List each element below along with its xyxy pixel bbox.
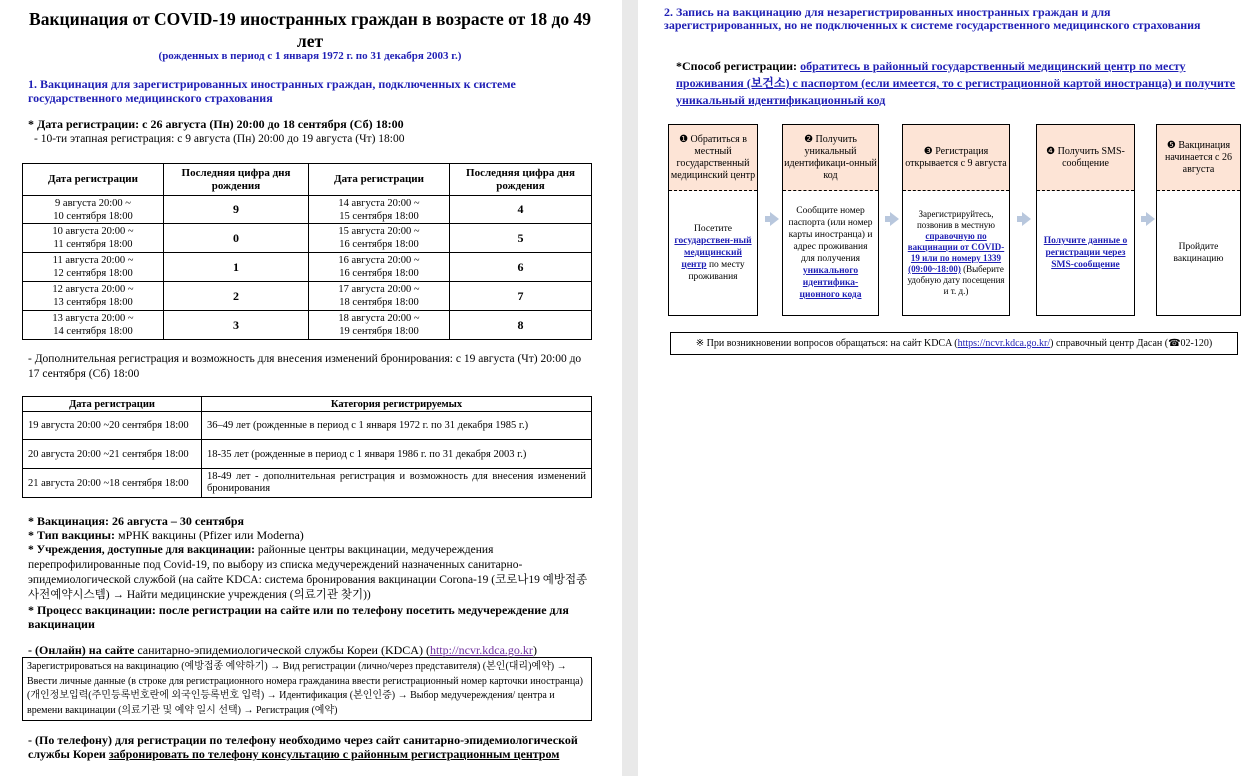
table-row: [23, 224, 592, 253]
table-cell: 16 августа 20:00 ~ 16 сентября 18:00: [309, 253, 450, 282]
page-subtitle: (рожденных в период с 1 января 1972 г. по 31 декабря 2003 г.): [158, 50, 462, 62]
table-row: [23, 469, 592, 498]
step-5-header: ❺ Вакцинация начинается с 26 августа: [1157, 125, 1240, 191]
registration-date-label: * Дата регистрации: с 26 августа (Пн) 20:00 до 18 сентября (Сб) 18:00: [28, 117, 404, 131]
table-header: Дата регистрации: [309, 164, 450, 196]
step-3-box: [902, 124, 1010, 316]
table-cell: 5: [450, 224, 592, 253]
registration-method-link: обратитесь в районный государственный медицинский центр по месту проживания (보건소) с паспортом (если имеется, то с регистрационной картой иностранца) и получите уникальный идентификационный код: [676, 59, 1236, 107]
table-cell: 0: [164, 224, 309, 253]
vaccination-institutions: * Учреждения, доступные для вакцинации: районные центры вакцинации, медучереждения перепрофилированные под Covid-19, по выбору из списка медучереждений назначенных санитарно-эпидемиологической службой (на сайте KDCA: система бронирования вакцинации Corona-19 (코로나19 예방접종 사전예약시스템) → Найти медицинские учреждения (의료기관 찾기)): [28, 544, 588, 601]
step-4-body: Получите данные о регистрации через SMS-сообщение: [1043, 236, 1128, 270]
table-cell: 10 августа 20:00 ~ 11 сентября 18:00: [23, 224, 164, 253]
section1-heading: 1. Вакцинация для зарегистрированных иностранных граждан, подключенных к системе государственного медицинского страхования: [28, 77, 516, 105]
table-row: [23, 196, 592, 224]
age-category-table: [22, 396, 592, 498]
table-cell: 19 августа 20:00 ~20 сентября 18:00: [23, 412, 202, 440]
document-page-2: [638, 0, 1252, 776]
arrow-right-icon: [770, 212, 779, 226]
step-2-box: [782, 124, 879, 316]
registration-method: *Способ регистрации: обратитесь в районный государственный медицинский центр по месту проживания (보건소) с паспортом (если имеется, то с регистрационной картой иностранца) и получите уникальный идентификационный код: [676, 59, 1236, 107]
table-cell: 13 августа 20:00 ~ 14 сентября 18:00: [23, 311, 164, 340]
step-4-box: [1036, 124, 1135, 316]
table-cell: 11 августа 20:00 ~ 12 сентября 18:00: [23, 253, 164, 282]
table-cell: 17 августа 20:00 ~ 18 сентября 18:00: [309, 282, 450, 311]
vaccination-dates: * Вакцинация: 26 августа – 30 сентября: [28, 514, 245, 528]
table-cell: 1: [164, 253, 309, 282]
table-cell: 14 августа 20:00 ~ 15 сентября 18:00: [309, 196, 450, 224]
step-1-header: ❶ Обратиться в местный государственный медицинский центр: [669, 125, 757, 191]
table-cell: 3: [164, 311, 309, 340]
table-header: Последняя цифра дня рождения: [450, 164, 592, 196]
kdca-contact-link[interactable]: https://ncvr.kdca.go.kr/: [957, 338, 1051, 349]
step-1-body: Посетите государствен-ный медицинский центр по месту проживания: [674, 224, 752, 282]
step-2-body: Сообщите номер паспорта (или номер карты иностранца) и адрес проживания для получения уникального идентифика-ционного кода: [788, 206, 873, 300]
table-cell: 7: [450, 282, 592, 311]
step-2-header: ❷ Получить уникальный идентификаци-онный код: [783, 125, 878, 191]
table-row: [23, 253, 592, 282]
step-4-header: ❹ Получить SMS-сообщение: [1037, 125, 1134, 191]
table-cell: 4: [450, 196, 592, 224]
table-cell: 18 августа 20:00 ~ 19 сентября 18:00: [309, 311, 450, 340]
online-registration: - (Онлайн) на сайте санитарно-эпидемиологической службы Кореи (KDCA) (http://ncvr.kdca.go.kr): [28, 643, 537, 657]
table-cell: 18-49 лет - дополнительная регистрация и возможность для внесения изменений бронирования: [202, 469, 592, 498]
table-header: Последняя цифра дня рождения: [164, 164, 309, 196]
table-cell: 6: [450, 253, 592, 282]
step-3-body: Зарегистрируйтесь, позвонив в местную справочную по вакцинации от COVID-19 или по номеру 1339 (09:00~18:00) (Выберите удобную дату посещения и т. д.): [907, 209, 1005, 296]
section2-heading: 2. Запись на вакцинацию для незарегистрированных иностранных граждан и для зарегистрированных, но не подключенных к системе государственного медицинского страхования: [664, 5, 1201, 32]
table-cell: 21 августа 20:00 ~18 сентября 18:00: [23, 469, 202, 498]
table-row: [23, 412, 592, 440]
table-header: Дата регистрации: [23, 164, 164, 196]
step-5-box: [1156, 124, 1241, 316]
document-page-1: [0, 0, 622, 776]
vaccine-type: * Тип вакцины: мРНК вакцины (Pfizer или Moderna): [28, 528, 304, 542]
table-header: Дата регистрации: [23, 397, 202, 412]
birthday-digit-table: [22, 163, 592, 340]
arrow-right-icon: [1022, 212, 1031, 226]
additional-registration-note: - Дополнительная регистрация и возможность для внесения изменений бронирования: с 19 августа (Чт) 20:00 до 17 сентября (Сб) 18:00: [28, 353, 582, 380]
table-cell: 8: [450, 311, 592, 340]
step-5-body: Пройдите вакцинацию: [1173, 242, 1224, 264]
stage-registration-note: - 10-ти этапная регистрация: с 9 августа (Пн) 20:00 до 19 августа (Чт) 18:00: [34, 133, 405, 145]
table-cell: 9: [164, 196, 309, 224]
page-title: Вакцинация от COVID-19 иностранных граждан в возрасте от 18 до 49 лет: [29, 9, 591, 51]
table-cell: 2: [164, 282, 309, 311]
table-row: [23, 282, 592, 311]
kdca-link[interactable]: http://ncvr.kdca.go.kr: [429, 643, 533, 657]
vaccination-process: * Процесс вакцинации: после регистрации на сайте или по телефону посетить медучереждение для вакцинации: [28, 603, 569, 631]
contact-info-box: ※ При возникновении вопросов обращаться: на сайт KDCA (https://ncvr.kdca.go.kr/) справочный центр Дасан (☎02-120): [670, 332, 1238, 355]
arrow-right-icon: [1146, 212, 1155, 226]
table-cell: 12 августа 20:00 ~ 13 сентября 18:00: [23, 282, 164, 311]
table-cell: 9 августа 20:00 ~ 10 сентября 18:00: [23, 196, 164, 224]
table-header: Категория регистрируемых: [202, 397, 592, 412]
table-cell: 20 августа 20:00 ~21 сентября 18:00: [23, 440, 202, 469]
table-cell: 18-35 лет (рожденные в период с 1 января 1986 г. по 31 декабря 2003 г.): [202, 440, 592, 469]
step-3-header: ❸ Регистрация открывается с 9 августа: [903, 125, 1009, 191]
online-steps-box: Зарегистрироваться на вакцинацию (예방접종 예약하기) → Вид регистрации (лично/через представителя) (본인(대리)예약) → Ввести личные данные (в строке для регистрационного номера гражданина ввести регистрационный номер карточки иностранца) (개인정보입력(주민등록번호란에 외국인등록번호 입력) → Идентификация (본인인증) → Выбор медучереждения/ центра и времени вакцинации (의료기관 및 예약 일시 선택) → Регистрация (예약): [22, 657, 592, 721]
table-row: [23, 311, 592, 340]
arrow-right-icon: [890, 212, 899, 226]
table-cell: 15 августа 20:00 ~ 16 сентября 18:00: [309, 224, 450, 253]
table-cell: 36–49 лет (рожденные в период с 1 января 1972 г. по 31 декабря 1985 г.): [202, 412, 592, 440]
step-1-box: [668, 124, 758, 316]
phone-registration: - (По телефону) для регистрации по телефону необходимо через сайт санитарно-эпидемиологической службы Кореи забронировать по телефону консультацию с районным регистрационным центром: [28, 733, 578, 761]
table-row: [23, 440, 592, 469]
